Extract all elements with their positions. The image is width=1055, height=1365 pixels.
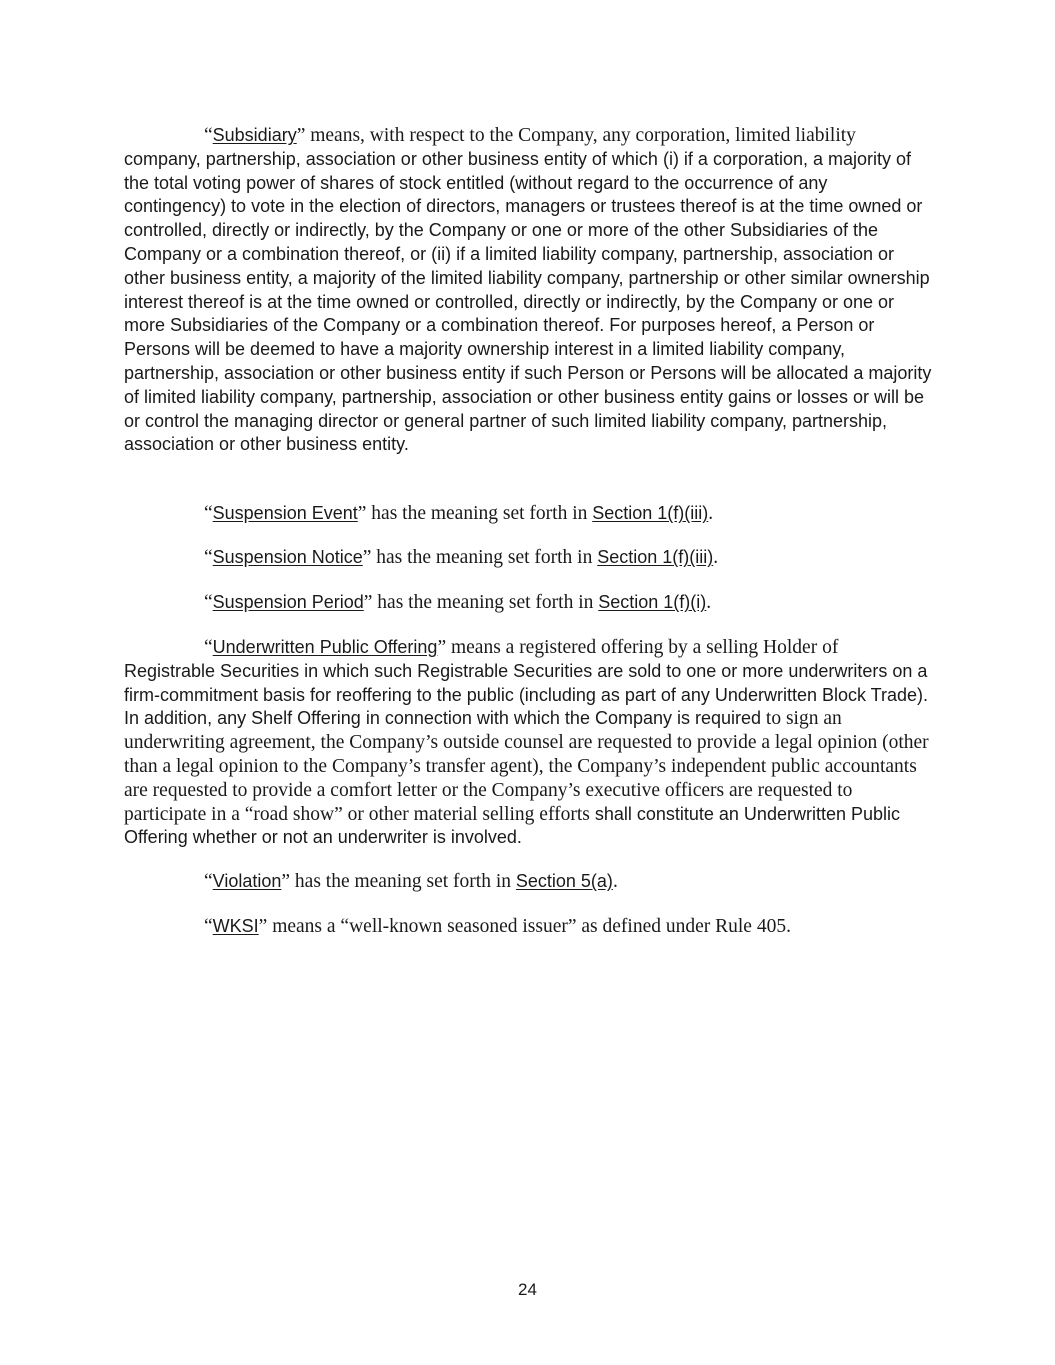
definition-suspension-notice <box>124 546 932 570</box>
close-quote: ” <box>258 916 268 937</box>
section-reference: Section 5(a) <box>515 871 613 891</box>
definition-lead-text: has the meaning set forth in <box>371 547 598 568</box>
definition-underwritten-public-offering <box>124 636 932 850</box>
open-quote: “ <box>204 547 213 568</box>
definition-suspension-period <box>124 591 932 615</box>
defined-term: Violation <box>212 871 282 891</box>
definition-lead-text: means, with respect to the Company, any corporation, limited liability <box>305 125 856 146</box>
page-number: 24 <box>518 1280 537 1299</box>
period: . <box>706 592 712 613</box>
close-quote: ” <box>357 503 367 524</box>
defined-term: Underwritten Public Offering <box>212 637 438 657</box>
definition-lead-text: means a “well-known seasoned issuer” as defined under Rule 405. <box>267 916 791 937</box>
close-quote: ” <box>296 125 306 146</box>
close-quote: ” <box>363 592 373 613</box>
defined-term: Suspension Notice <box>212 547 363 567</box>
open-quote: “ <box>204 637 213 658</box>
period: . <box>708 503 714 524</box>
defined-term: Suspension Period <box>212 592 364 612</box>
definition-subsidiary <box>124 124 932 457</box>
definition-suspension-event <box>124 502 932 526</box>
open-quote: “ <box>204 871 213 892</box>
definition-wksi <box>124 915 932 939</box>
open-quote: “ <box>204 916 213 937</box>
close-quote: ” <box>437 637 447 658</box>
defined-term: Suspension Event <box>212 503 358 523</box>
period: . <box>612 871 618 892</box>
period: . <box>713 547 719 568</box>
definition-lead-text: has the meaning set forth in <box>372 592 599 613</box>
definition-lead-text: has the meaning set forth in <box>366 503 593 524</box>
definition-body-end: shall constitute an Underwritten Public Offering whether or not an underwriter is involved. <box>124 803 901 848</box>
section-reference: Section 1(f)(i) <box>598 592 707 612</box>
open-quote: “ <box>204 592 213 613</box>
section-reference: Section 1(f)(iii) <box>597 547 714 567</box>
definition-body-serif: to sign an underwriting agreement, the Company’s outside counsel are requested to provide a legal opinion (other than a legal opinion to the Company’s transfer agent), the Company’s independent public accountants are requested to provide a comfort letter or the Company’s executive officers are requested to participate in a “road show” or other material selling efforts <box>124 708 929 825</box>
definition-lead-text: means a registered offering by a selling Holder of <box>446 637 839 658</box>
defined-term: Subsidiary <box>212 125 297 145</box>
definition-lead-text: has the meaning set forth in <box>290 871 516 892</box>
definition-violation <box>124 870 932 894</box>
close-quote: ” <box>362 547 372 568</box>
open-quote: “ <box>204 503 213 524</box>
close-quote: ” <box>281 871 291 892</box>
definition-body: Registrable Securities in which such Registrable Securities are sold to one or more underwriters on a firm-commitment basis for reoffering to the public (including as part of any Underwritten Block Trade). In addition, any Shelf Offering in connection with which the Company is required <box>124 660 929 729</box>
section-reference: Section 1(f)(iii) <box>592 503 709 523</box>
defined-term: WKSI <box>212 916 259 936</box>
open-quote: “ <box>204 125 213 146</box>
definition-body: company, partnership, association or other business entity of which (i) if a corporation, a majority of the total voting power of shares of stock entitled (without regard to the occurrence of any contingency) to vote in the election of directors, managers or trustees thereof is at the time owned or controlled, directly or indirectly, by the Company or one or more of the other Subsidiaries of the Company or a combination thereof, or (ii) if a limited liability company, partnership, association or other business entity, a majority of the limited liability company, partnership or other similar ownership interest thereof is at the time owned or controlled, directly or indirectly, by the Company or one or more Subsidiaries of the Company or a combination thereof. For purposes hereof, a Person or Persons will be deemed to have a majority ownership interest in a limited liability company, partnership, association or other business entity if such Person or Persons will be allocated a majority of limited liability company, partnership, association or other business entity gains or losses or will be or control the managing director or general partner of such limited liability company, partnership, association or other business entity. <box>124 148 932 455</box>
